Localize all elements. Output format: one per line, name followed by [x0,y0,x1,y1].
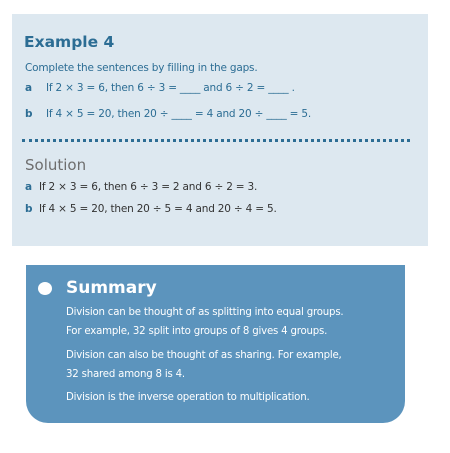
answer-letter: a [25,181,32,193]
summary-title: Summary [66,278,157,298]
summary-bullet-icon [38,282,52,295]
summary-line: For example, 32 split into groups of 8 gives 4 groups. [66,326,328,337]
answer-a [25,181,257,197]
question-b [25,108,311,124]
solution-title: Solution [25,156,87,174]
answer-text: If 2 × 3 = 6, then 6 ÷ 3 = 2 and 6 ÷ 2 = 3. [39,181,258,193]
summary-line: Division can also be thought of as sharing. For example, [66,350,342,361]
example-title: Example 4 [24,33,115,51]
question-letter: a [25,82,32,94]
example-instruction: Complete the sentences by filling in the gaps. [25,62,258,74]
question-text: If 4 × 5 = 20, then 20 ÷ ____ = 4 and 20 ÷ ____ = 5. [46,108,312,120]
summary-line: 32 shared among 8 is 4. [66,369,185,380]
answer-letter: b [25,203,33,215]
question-letter: b [25,108,33,120]
summary-line: Division is the inverse operation to multiplication. [66,392,310,403]
question-a [25,82,295,98]
summary-line: Division can be thought of as splitting into equal groups. [66,307,344,318]
answer-text: If 4 × 5 = 20, then 20 ÷ 5 = 4 and 20 ÷ 4 = 5. [39,203,277,215]
answer-b [25,203,277,219]
question-text: If 2 × 3 = 6, then 6 ÷ 3 = ____ and 6 ÷ 2 = ____ . [46,82,295,94]
dotted-divider [22,139,410,142]
